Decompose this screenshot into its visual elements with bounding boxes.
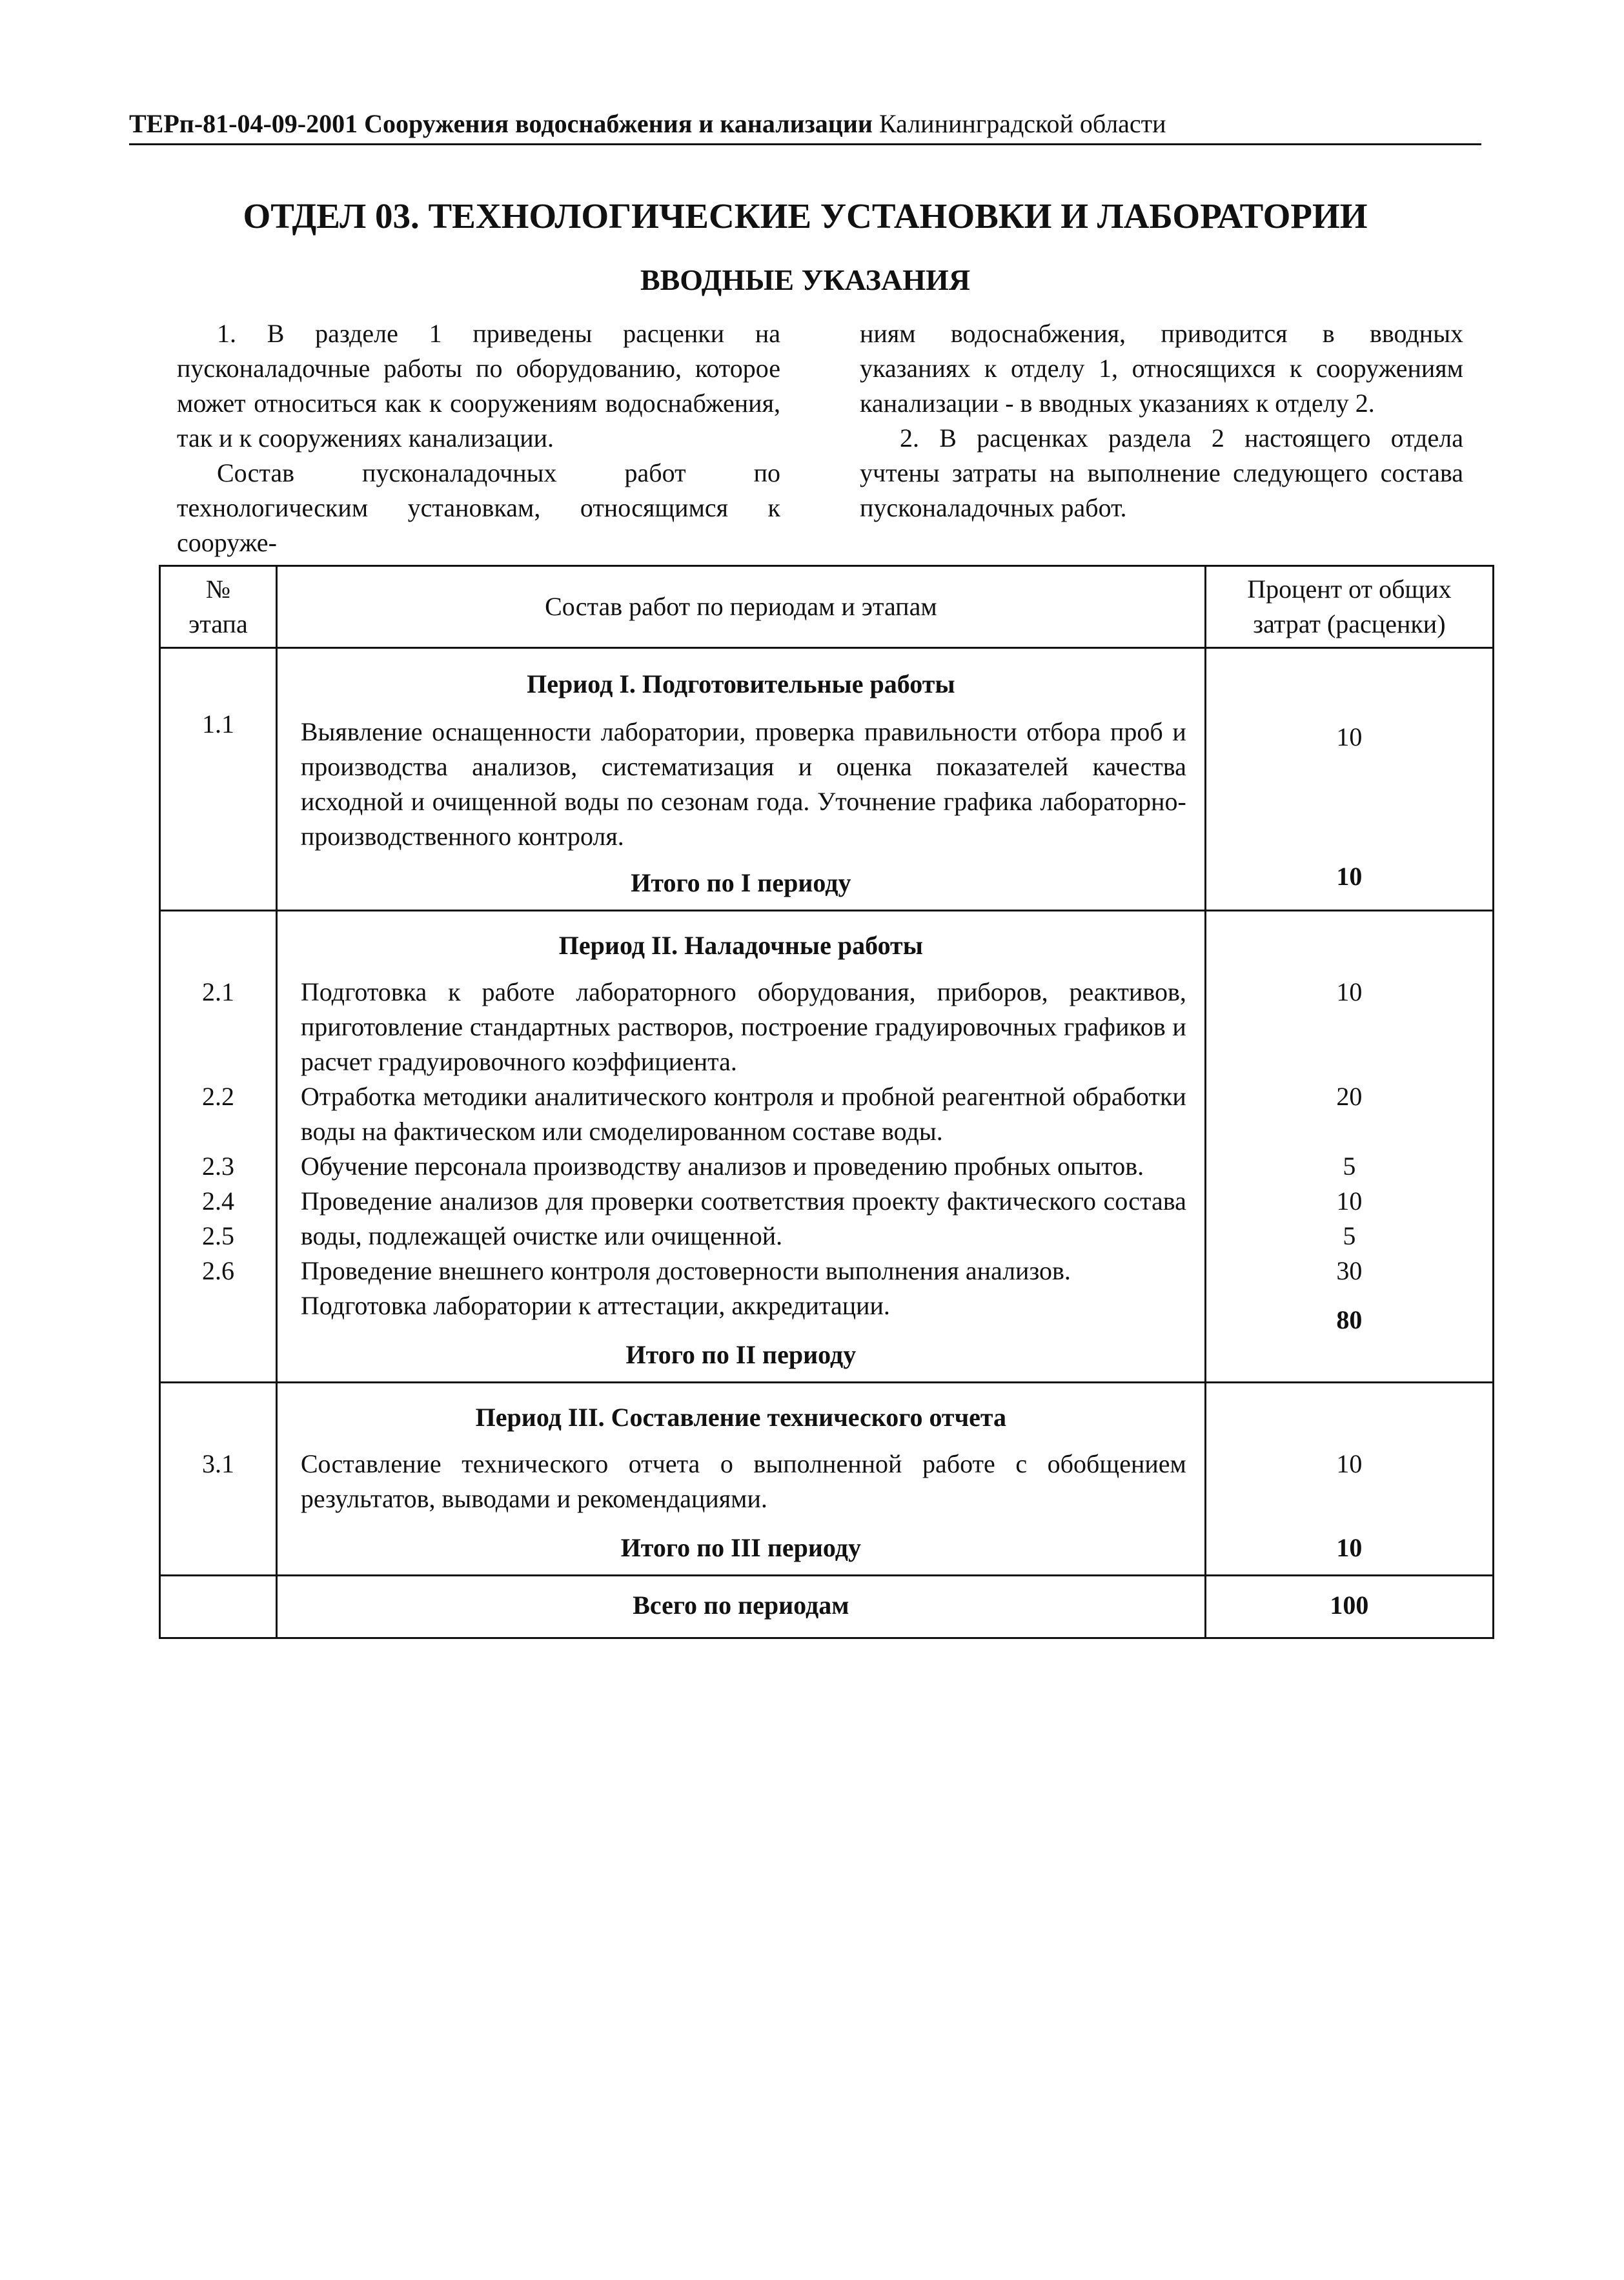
period-1-percents bbox=[1205, 648, 1493, 911]
period-total-value: 80 bbox=[1336, 1305, 1363, 1334]
stage-percent: 5 bbox=[1343, 1152, 1356, 1181]
works-table bbox=[159, 565, 1494, 1639]
period-row bbox=[160, 1383, 1494, 1576]
period-title: Период III. Составление технического отчета bbox=[475, 1403, 1007, 1432]
running-header bbox=[129, 108, 1481, 139]
period-2-stage-numbers bbox=[160, 911, 277, 1383]
stage-percent: 20 bbox=[1336, 1082, 1363, 1111]
stage-number: 2.6 bbox=[201, 1256, 234, 1285]
grand-total-label: Всего по периодам bbox=[633, 1591, 849, 1620]
stage-text: Подготовка лаборатории к аттестации, аккредитации. bbox=[300, 1291, 890, 1320]
period-total-label: Итого по III периоду bbox=[620, 1533, 862, 1562]
stage-text: Отработка методики аналитического контроля и пробной реагентной обработки воды на фактическом или смоделированном составе воды. bbox=[300, 1082, 1186, 1146]
intro-paragraph-3: 2. В расценках раздела 2 настоящего отдела учтены затраты на выполнение следующего состава пусконаладочных работ. bbox=[860, 423, 1463, 522]
department-title: ОТДЕЛ 03. ТЕХНОЛОГИЧЕСКИЕ УСТАНОВКИ И ЛАБОРАТОРИИ bbox=[243, 196, 1368, 236]
stage-percent: 10 bbox=[1336, 722, 1363, 751]
header-code: ТЕРп-81-04-09-2001 bbox=[129, 109, 358, 138]
intro-paragraph-2: Состав пусконаладочных работ по технологическим установкам, относящимся к сооруже- bbox=[177, 458, 780, 557]
stage-number: 3.1 bbox=[201, 1449, 234, 1478]
stage-text: Выявление оснащенности лаборатории, проверка правильности отбора проб и производства анализов, систематизация и оценка показателей качества исходной и очищенной воды по сезонам года. Уточнение графика лабораторно-производственного контроля. bbox=[300, 717, 1186, 851]
grand-total-value-cell bbox=[1205, 1576, 1493, 1638]
stage-number: 2.2 bbox=[201, 1082, 234, 1111]
stage-percent: 5 bbox=[1343, 1221, 1356, 1250]
header-percent: Процент от общих затрат (расценки) bbox=[1205, 566, 1493, 648]
period-3-percents bbox=[1205, 1383, 1493, 1576]
header-region: Калининградской области bbox=[878, 109, 1166, 138]
intro-right-column bbox=[860, 316, 1463, 525]
period-2-percents bbox=[1205, 911, 1493, 1383]
header-stage-number: № этапа bbox=[160, 566, 277, 648]
stage-text: Проведение анализов для проверки соответствия проекту фактического состава воды, подлежащей очистке или очищенной. bbox=[300, 1186, 1186, 1250]
stage-text: Проведение внешнего контроля достоверности выполнения анализов. bbox=[300, 1256, 1071, 1285]
stage-number: 2.3 bbox=[201, 1152, 234, 1181]
stage-number: 2.5 bbox=[201, 1221, 234, 1250]
stage-percent: 10 bbox=[1336, 1449, 1363, 1478]
stage-number: 1.1 bbox=[201, 709, 234, 738]
period-total-label: Итого по II периоду bbox=[625, 1340, 857, 1369]
intro-paragraph-2-continued: ниям водоснабжения, приводится в вводных указаниях к отделу 1, относящихся к сооружениям канализации - в вводных указаниях к отделу 2. bbox=[860, 319, 1463, 418]
intro-left-column bbox=[177, 316, 780, 560]
stage-text: Подготовка к работе лабораторного оборудования, приборов, реактивов, приготовление стандартных растворов, построение градуировочных графиков и расчет градуировочного коэффициента. bbox=[300, 977, 1186, 1076]
period-3-description bbox=[276, 1383, 1205, 1576]
period-1-description bbox=[276, 648, 1205, 911]
period-3-stage-numbers bbox=[160, 1383, 277, 1576]
header-rule bbox=[129, 143, 1481, 145]
stage-text: Обучение персонала производству анализов и проведению пробных опытов. bbox=[300, 1152, 1144, 1181]
period-row bbox=[160, 648, 1494, 911]
grand-total-value: 100 bbox=[1330, 1591, 1369, 1620]
stage-text: Составление технического отчета о выполненной работе с обобщением результатов, выводами и рекомендациями. bbox=[300, 1449, 1186, 1513]
period-title: Период I. Подготовительные работы bbox=[527, 669, 955, 698]
stage-percent: 10 bbox=[1336, 977, 1363, 1006]
grand-total-empty-cell bbox=[160, 1576, 277, 1638]
period-total-value: 10 bbox=[1336, 1533, 1363, 1562]
grand-total-label-cell bbox=[276, 1576, 1205, 1638]
period-1-stage-numbers bbox=[160, 648, 277, 911]
table-header-row bbox=[160, 566, 1494, 648]
intro-title: ВВОДНЫЕ УКАЗАНИЯ bbox=[640, 263, 971, 296]
intro-paragraph-1: 1. В разделе 1 приведены расценки на пусконаладочные работы по оборудованию, которое может относиться как к сооружениям водоснабжения, так и к сооружениях канализации. bbox=[177, 319, 780, 453]
stage-percent: 30 bbox=[1336, 1256, 1363, 1285]
stage-number: 2.1 bbox=[201, 977, 234, 1006]
period-row bbox=[160, 911, 1494, 1383]
header-work-description: Состав работ по периодам и этапам bbox=[276, 566, 1205, 648]
grand-total-row bbox=[160, 1576, 1494, 1638]
stage-percent: 10 bbox=[1336, 1186, 1363, 1216]
stage-number: 2.4 bbox=[201, 1186, 234, 1216]
period-title: Период II. Наладочные работы bbox=[558, 931, 923, 960]
header-title: Сооружения водоснабжения и канализации bbox=[364, 109, 873, 138]
period-total-value: 10 bbox=[1336, 862, 1363, 891]
period-total-label: Итого по I периоду bbox=[631, 868, 851, 897]
period-2-description bbox=[276, 911, 1205, 1383]
